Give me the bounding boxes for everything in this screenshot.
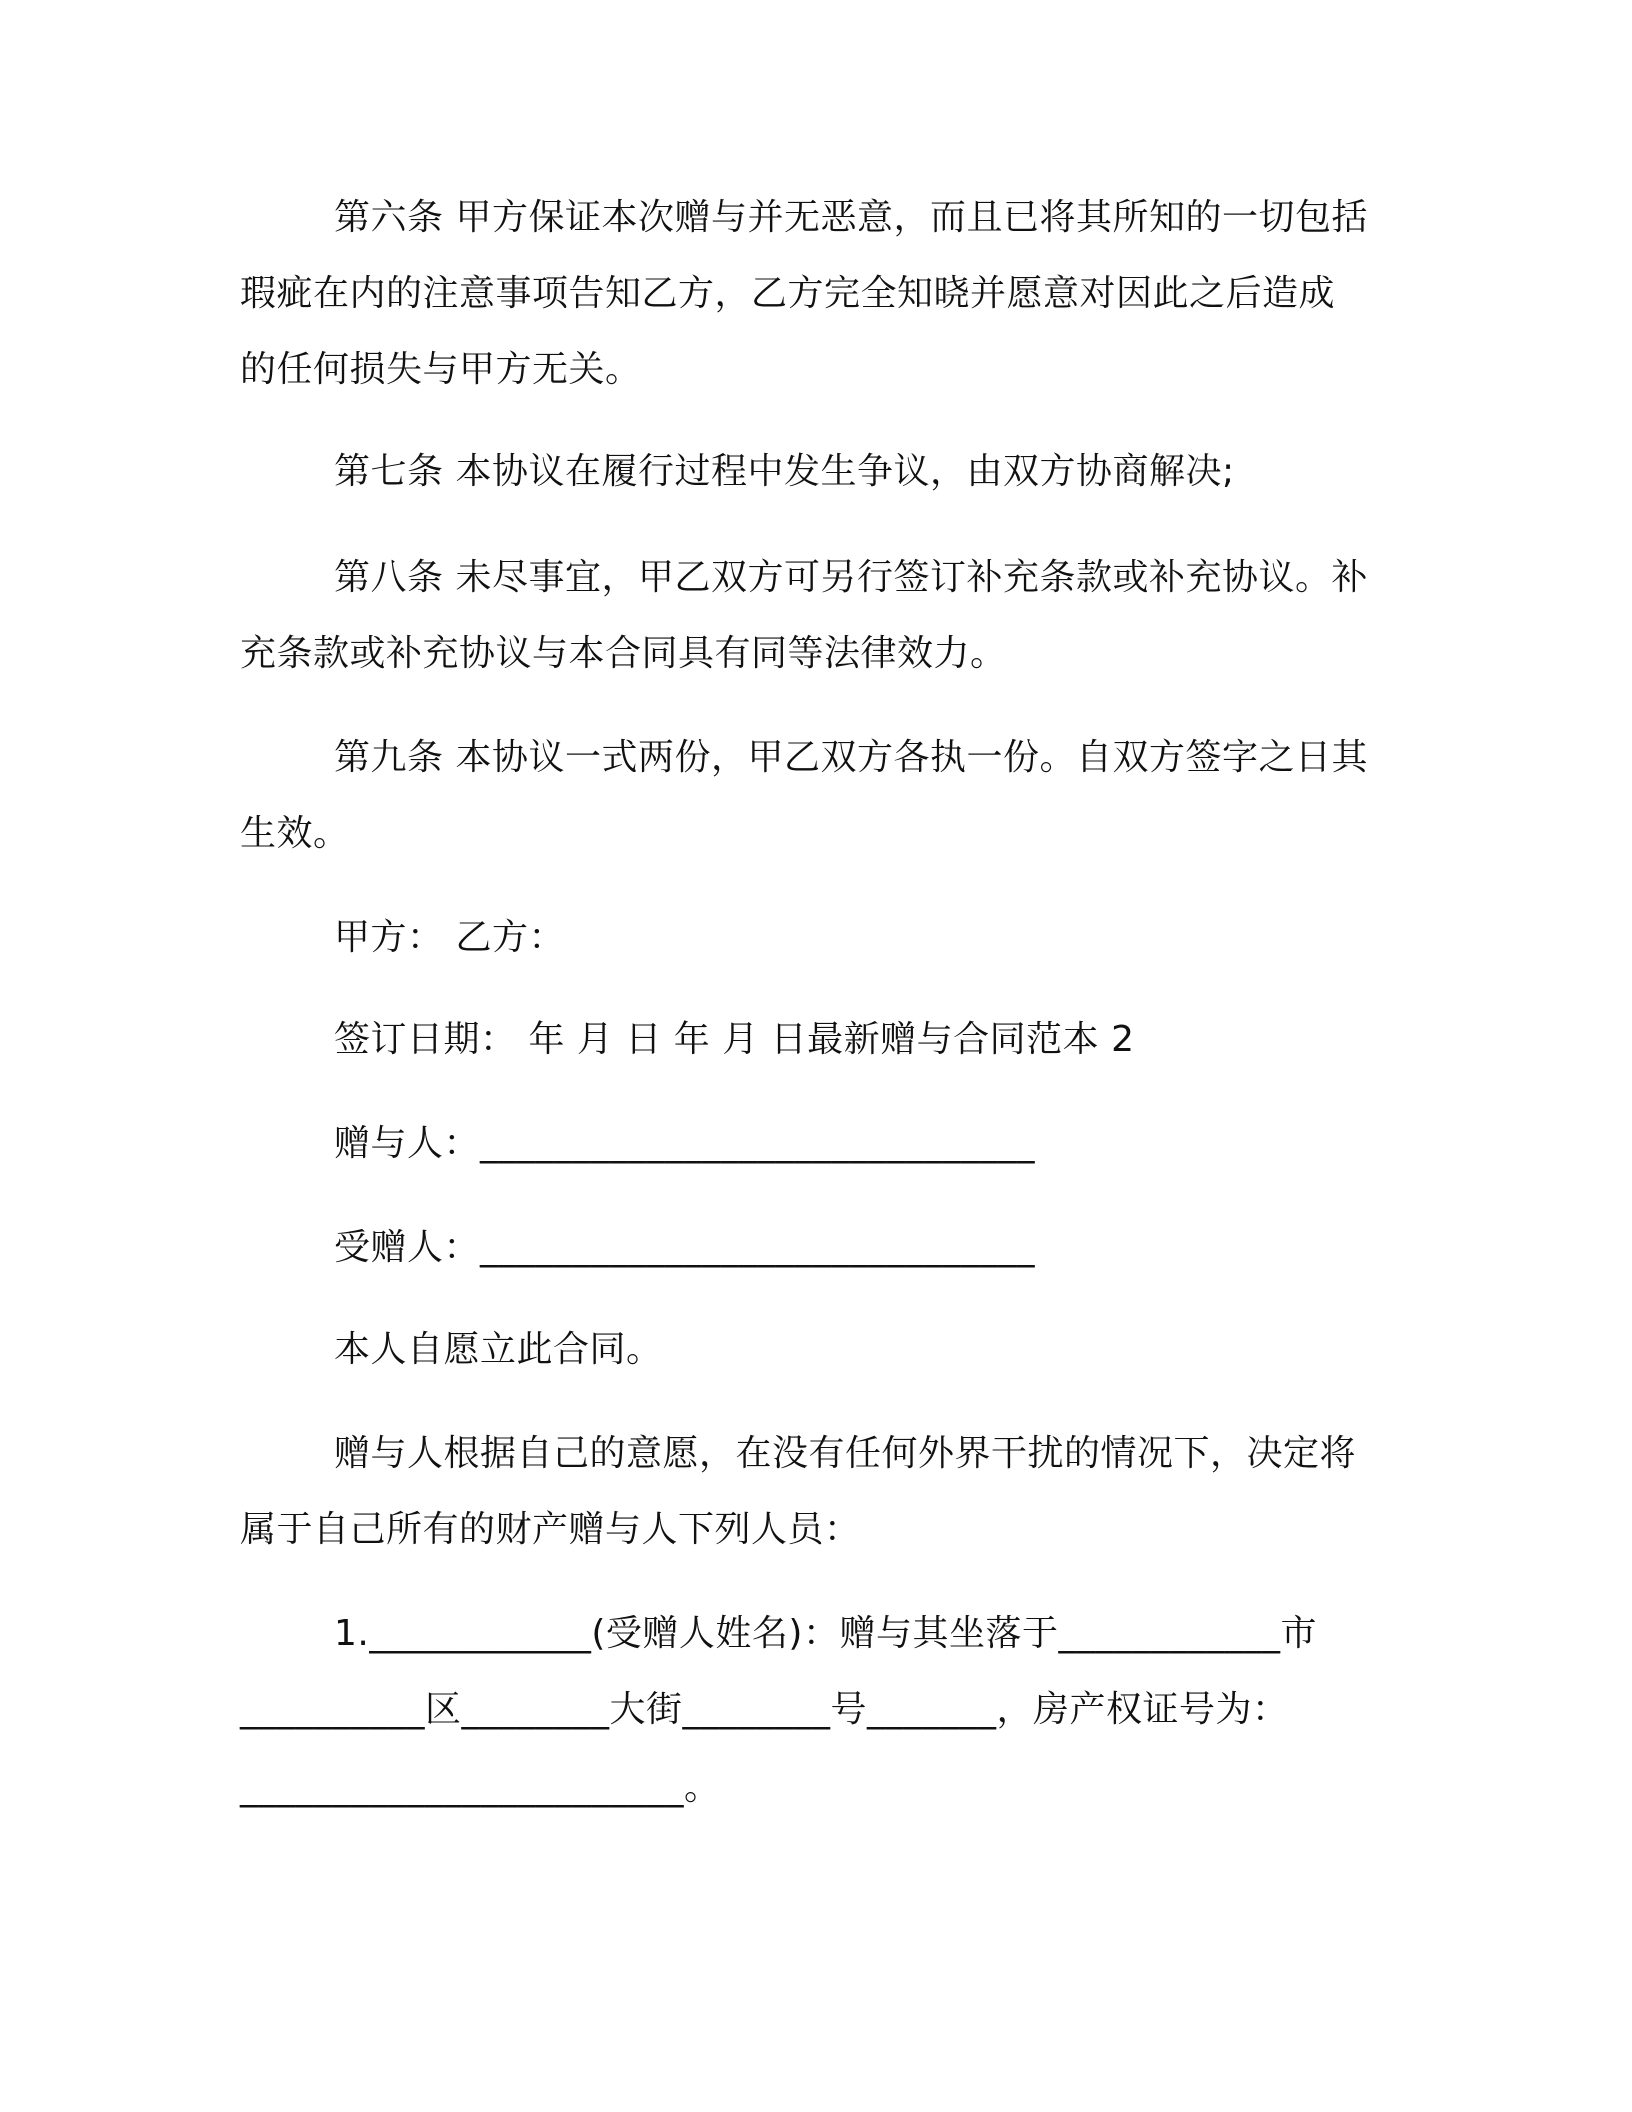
article-6-line-1: 第六条 甲方保证本次赠与并无恶意，而且已将其所知的一切包括 <box>334 197 1368 238</box>
intent-line-1: 赠与人根据自己的意愿，在没有任何外界干扰的情况下，决定将 <box>334 1433 1357 1474</box>
item-1-line-1: 1.____________(受赠人姓名)：赠与其坐落于____________市 <box>334 1613 1317 1654</box>
article-6-line-3: 的任何损失与甲方无关。 <box>240 349 642 390</box>
donor-line: 赠与人：______________________________ <box>334 1123 1036 1164</box>
article-6-line-2: 瑕疵在内的注意事项告知乙方，乙方完全知晓并愿意对因此之后造成 <box>240 273 1336 314</box>
article-9-line-2: 生效。 <box>240 813 350 854</box>
parties-line: 甲方： 乙方： <box>334 917 565 958</box>
intent-line-2: 属于自己所有的财产赠与人下列人员： <box>240 1509 861 1550</box>
item-1-line-3: ________________________。 <box>240 1767 721 1808</box>
article-8-line-1: 第八条 未尽事宜，甲乙双方可另行签订补充条款或补充协议。补 <box>334 557 1368 598</box>
donee-line: 受赠人：______________________________ <box>334 1227 1036 1268</box>
article-9-line-1: 第九条 本协议一式两份，甲乙双方各执一份。自双方签字之日其 <box>334 737 1368 778</box>
voluntary-statement: 本人自愿立此合同。 <box>334 1329 663 1370</box>
article-7-line-1: 第七条 本协议在履行过程中发生争议，由双方协商解决; <box>334 451 1235 492</box>
item-1-line-2: __________区________大街________号_______，房产权证号为： <box>240 1689 1289 1730</box>
article-8-line-2: 充条款或补充协议与本合同具有同等法律效力。 <box>240 633 1007 674</box>
signing-date-line: 签订日期： 年 月 日 年 月 日最新赠与合同范本 2 <box>334 1019 1135 1060</box>
